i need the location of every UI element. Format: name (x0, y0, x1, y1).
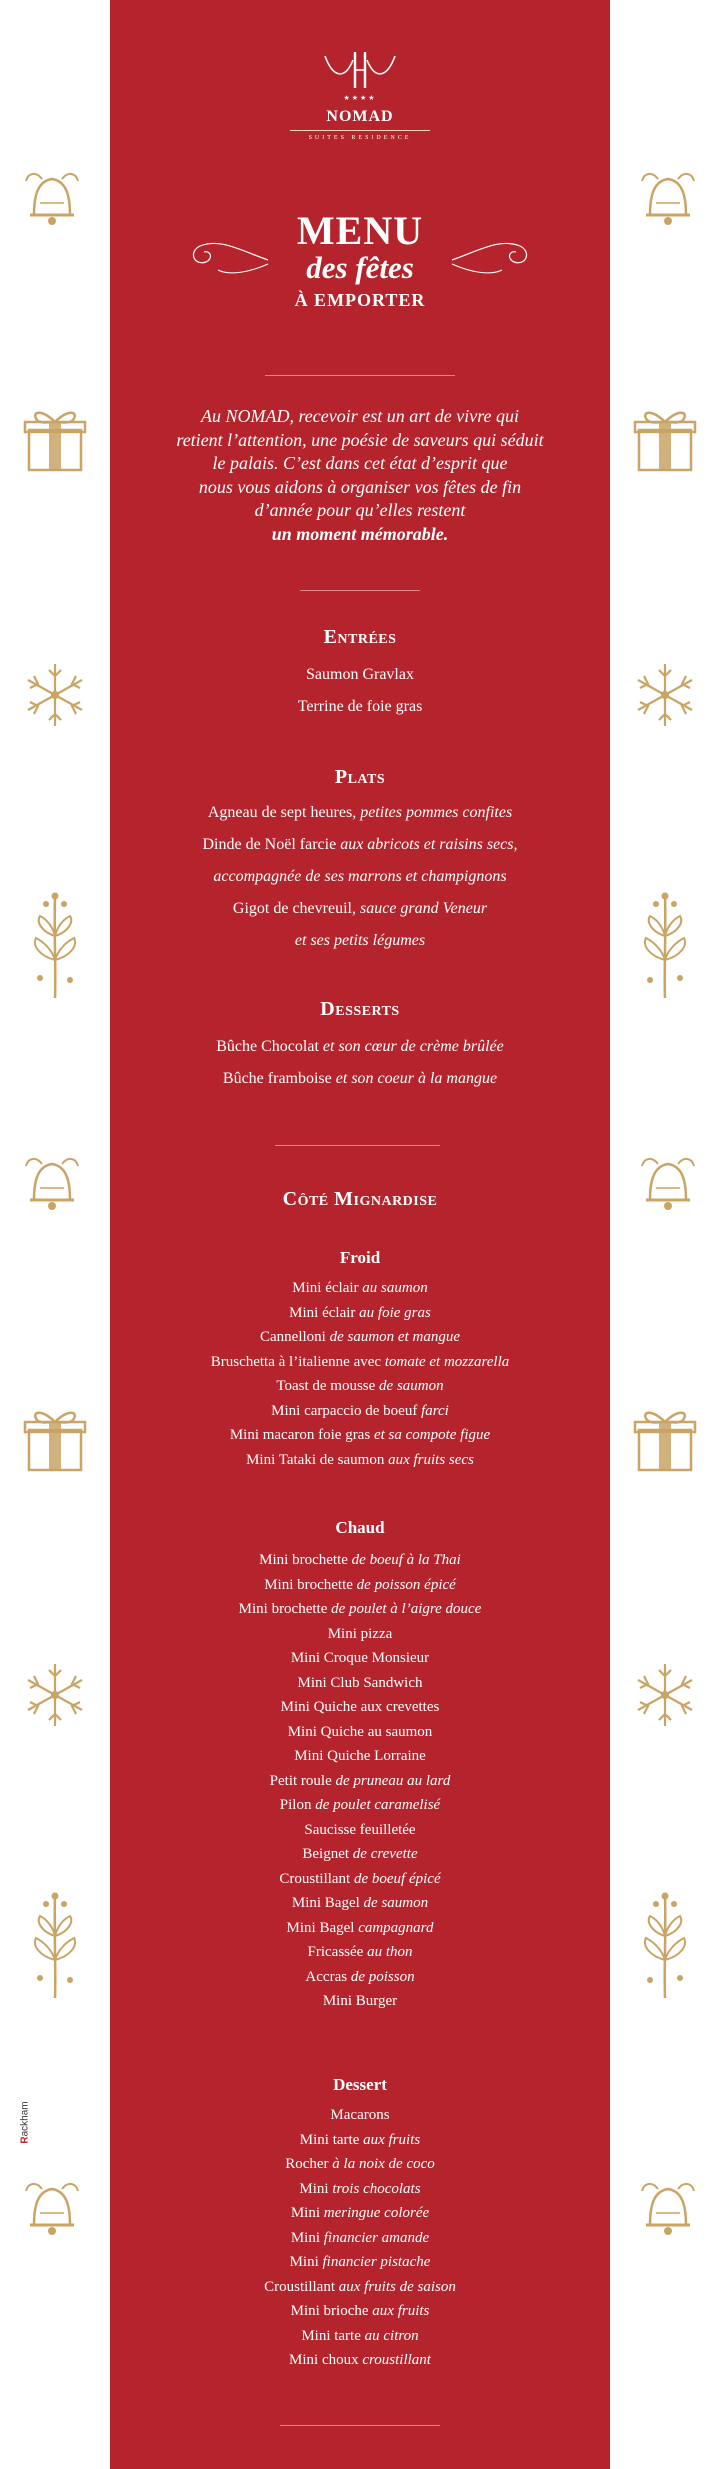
menu-item (110, 1916, 610, 1941)
menu-item (110, 861, 610, 893)
menu-item (110, 1744, 610, 1769)
item-detail: aux fruits de saison (338, 2278, 456, 2295)
subsection-dessert (110, 2075, 610, 2373)
menu-item (110, 1448, 610, 1473)
item-detail: financier amande (323, 2229, 430, 2246)
item-name: Mini Quiche au saumon (287, 1723, 433, 1740)
bell-icon (630, 2175, 700, 2245)
item-detail: meringue colorée (323, 2205, 430, 2221)
item-name: Mini brochette (264, 1576, 357, 1593)
menu-item (110, 1965, 610, 1990)
subsection-froid (110, 1248, 610, 1472)
item-name: Dinde de Noël farcie (202, 836, 341, 853)
item-name: Gigot de chevreuil, (232, 900, 360, 917)
rackham-credit (19, 2095, 40, 2155)
menu-item (110, 1350, 610, 1375)
item-name: Accras (305, 1968, 351, 1985)
item-name: Petit roule (269, 1772, 336, 1789)
menu-item (110, 1622, 610, 1647)
bell-icon (20, 2175, 90, 2245)
menu-item (110, 2348, 610, 2373)
section-title: Desserts (320, 998, 400, 1020)
item-name: Fricassée (307, 1944, 368, 1960)
item-name: Mini éclair (292, 1280, 363, 1296)
holly-branch-icon (630, 1890, 700, 2000)
logo-stars: ★★★★ (343, 94, 377, 102)
item-detail: au saumon (362, 1280, 428, 1296)
item-name: Bruschetta à l’italienne avec (210, 1353, 385, 1370)
intro-line: nous vous aidons à organiser vos fêtes de fin (198, 476, 522, 497)
item-name: Mini pizza (327, 1625, 393, 1642)
item-detail: trois chocolats (332, 2180, 421, 2197)
item-name: Mini Croque Monsieur (290, 1650, 430, 1666)
item-name: Mini Club Sandwich (297, 1674, 423, 1691)
menu-item (110, 1325, 610, 1350)
item-detail: aux fruits (363, 2131, 421, 2148)
nomad-logo (110, 48, 610, 168)
subsection-title: Froid (339, 1248, 381, 1267)
item-name: Mini choux (289, 2352, 363, 2368)
item-detail: aux fruits (372, 2303, 430, 2319)
item-name: Bûche Chocolat (216, 1038, 323, 1055)
menu-item (110, 2103, 610, 2128)
intro-line: le palais. C’est dans cet état d’esprit que (212, 453, 508, 473)
right-decoration-column (610, 0, 720, 2469)
item-name: Mini macaron foie gras (229, 1427, 374, 1443)
item-detail: de poisson épicé (356, 1576, 456, 1593)
menu-item (110, 1031, 610, 1063)
section-plats (110, 766, 610, 957)
menu-item (110, 2128, 610, 2153)
item-name: Mini Burger (322, 1993, 398, 2009)
item-detail: de saumon (379, 1378, 444, 1394)
menu-item (110, 1989, 610, 2014)
intro-line: d’année pour qu’elles restent (254, 500, 466, 520)
menu-item (110, 2152, 610, 2177)
item-name: Mini (289, 2254, 323, 2270)
item-detail: de pruneau au lard (335, 1772, 451, 1789)
item-name: Croustillant (279, 1870, 354, 1887)
menu-item (110, 1374, 610, 1399)
item-detail: aux abricots et raisins secs, (340, 836, 518, 853)
section-title: Plats (334, 766, 386, 788)
item-name: Mini (290, 2229, 324, 2246)
logo-divider (290, 130, 430, 131)
menu-item (110, 1818, 610, 1843)
item-detail: financier pistache (322, 2254, 431, 2270)
menu-item (110, 829, 610, 861)
menu-title (110, 210, 610, 311)
item-detail: au thon (367, 1944, 413, 1960)
item-detail: sauce grand Veneur (359, 900, 488, 917)
item-detail: et son coeur à la mangue (335, 1070, 498, 1087)
menu-item (110, 1597, 610, 1622)
credit-rest: ackham (19, 2101, 31, 2137)
menu-item (110, 1695, 610, 1720)
item-name: Rocher (285, 2156, 333, 2172)
item-detail: et son cœur de crème brûlée (322, 1038, 504, 1055)
item-detail: de saumon (363, 1895, 429, 1911)
item-name: Mini Quiche aux crevettes (280, 1699, 440, 1715)
item-name: Pilon (279, 1797, 316, 1813)
menu-item: Saumon Gravlax (306, 666, 414, 683)
item-name: Mini Quiche Lorraine (294, 1748, 426, 1764)
item-detail: de poulet caramelisé (315, 1797, 441, 1813)
menu-item (110, 797, 610, 829)
item-detail: croustillant (362, 2352, 431, 2368)
section-title: Côté Mignardise (282, 1188, 438, 1210)
gift-icon (625, 400, 705, 480)
item-detail: de poulet à l’aigre douce (331, 1601, 482, 1617)
menu-item (110, 2275, 610, 2300)
menu-item (110, 2250, 610, 2275)
item-name: Cannelloni (260, 1329, 330, 1345)
item-name: Mini tarte (299, 2131, 364, 2148)
menu-item (110, 1276, 610, 1301)
intro-line: Au NOMAD, recevoir est un art de vivre qui (200, 406, 520, 426)
nomad-monogram-icon (315, 48, 405, 98)
item-name: Mini brioche (290, 2303, 373, 2319)
item-detail: au citron (364, 2327, 419, 2344)
item-detail: de boeuf épicé (353, 1870, 441, 1887)
subsection-title: Chaud (335, 1518, 385, 1537)
snowflake-icon (630, 1660, 700, 1730)
item-detail: de boeuf à la Thai (351, 1552, 461, 1568)
divider (300, 590, 420, 591)
item-name: Mini tarte (301, 2327, 365, 2344)
divider (280, 2425, 440, 2426)
menu-item (110, 1301, 610, 1326)
logo-brand: NOMAD (326, 108, 394, 125)
item-detail: au foie gras (359, 1304, 431, 1321)
section-entrees (110, 626, 610, 723)
item-name: Croustillant (264, 2278, 339, 2295)
section-mignardise (110, 1188, 610, 1211)
item-detail: de crevette (352, 1846, 418, 1862)
bell-icon (630, 1150, 700, 1220)
menu-item (110, 1646, 610, 1671)
item-name: Mini Bagel (291, 1895, 364, 1911)
menu-item (110, 1842, 610, 1867)
intro-line: retient l’attention, une poésie de saveurs qui séduit (176, 429, 544, 450)
title-des-fetes: des fêtes (306, 250, 414, 285)
item-name: Toast de mousse (276, 1378, 380, 1394)
bell-icon (20, 1150, 90, 1220)
intro-emphasis: un moment mémorable. (271, 523, 449, 544)
title-a-emporter: À EMPORTER (294, 290, 426, 310)
gift-icon (15, 1400, 95, 1480)
flourish-icon (160, 220, 560, 300)
item-detail: et sa compote figue (373, 1427, 491, 1443)
item-name: Mini (299, 2180, 333, 2197)
divider (275, 1145, 440, 1146)
item-name: Mini brochette (238, 1601, 332, 1617)
item-name: Macarons (330, 2107, 390, 2123)
item-detail: tomate et mozzarella (384, 1353, 510, 1370)
menu-item (110, 925, 610, 957)
menu-item (110, 1671, 610, 1696)
item-detail: campagnard (358, 1919, 434, 1936)
intro-paragraph (110, 405, 610, 546)
credit-initial: R (19, 2136, 31, 2144)
menu-item (110, 1891, 610, 1916)
menu-item (110, 2324, 610, 2349)
item-name: Mini brochette (259, 1552, 352, 1568)
menu-item (110, 1867, 610, 1892)
holly-branch-icon (20, 1890, 90, 2000)
item-detail: à la noix de coco (332, 2156, 435, 2172)
item-name: Mini carpaccio de boeuf (271, 1402, 422, 1419)
menu-item: Terrine de foie gras (297, 698, 423, 715)
menu-item (110, 2299, 610, 2324)
holly-branch-icon (20, 890, 90, 1000)
holly-branch-icon (630, 890, 700, 1000)
item-name: Mini éclair (289, 1304, 360, 1321)
menu-item (110, 1793, 610, 1818)
title-menu: MENU (296, 208, 424, 253)
menu-item (110, 2201, 610, 2226)
snowflake-icon (20, 660, 90, 730)
menu-item (110, 893, 610, 925)
item-name: Beignet (302, 1846, 353, 1862)
subsection-chaud (110, 1518, 610, 2014)
menu-item (110, 1548, 610, 1573)
item-name: Agneau de sept heures, (207, 804, 361, 821)
menu-item (110, 1573, 610, 1598)
bell-icon (630, 165, 700, 235)
item-name: Mini (290, 2205, 324, 2221)
menu-item (110, 1940, 610, 1965)
section-desserts (110, 998, 610, 1095)
item-name: Mini Bagel (286, 1919, 359, 1936)
item-detail: aux fruits secs (388, 1451, 474, 1468)
menu-item (110, 1769, 610, 1794)
gift-icon (15, 400, 95, 480)
logo-subtitle: SUITES RESIDENCE (308, 135, 412, 141)
item-detail: de poisson (350, 1968, 415, 1985)
gift-icon (625, 1400, 705, 1480)
item-detail: accompagnée de ses marrons et champignons (213, 868, 507, 885)
item-name: Mini Tataki de saumon (246, 1451, 389, 1468)
item-detail: de saumon et mangue (329, 1329, 460, 1345)
snowflake-icon (20, 1660, 90, 1730)
item-detail: et ses petits légumes (294, 932, 426, 949)
menu-item (110, 1720, 610, 1745)
snowflake-icon (630, 660, 700, 730)
divider (265, 375, 455, 376)
item-detail: petites pommes confites (360, 804, 513, 821)
left-decoration-column (0, 0, 110, 2469)
subsection-title: Dessert (333, 2075, 387, 2094)
item-name: Saucisse feuilletée (304, 1821, 416, 1838)
menu-item (110, 2177, 610, 2202)
bell-icon (20, 165, 90, 235)
item-name: Bûche framboise (222, 1070, 336, 1087)
menu-item (110, 1063, 610, 1095)
menu-item (110, 1399, 610, 1424)
menu-item (110, 2226, 610, 2251)
section-title: Entrées (323, 626, 397, 648)
item-detail: farci (421, 1402, 449, 1419)
menu-item (110, 1423, 610, 1448)
